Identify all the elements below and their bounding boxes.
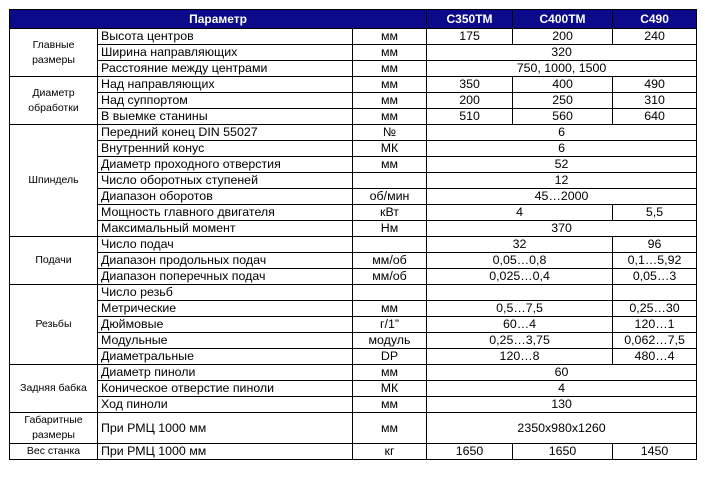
spec-table [9,9,697,460]
value-cell: 0,25…30 [613,301,697,317]
unit-cell: мм [353,29,427,45]
table-row [10,253,697,269]
value-cell: 4 [427,381,697,397]
value-cell: 120…1 [613,317,697,333]
unit-cell [353,285,427,301]
table-row [10,77,697,93]
unit-cell: мм [353,365,427,381]
table-row [10,301,697,317]
unit-cell: г/1” [353,317,427,333]
value-cell: 640 [613,109,697,125]
table-row [10,365,697,381]
param-name: В выемке станины [98,109,353,125]
value-cell: 490 [613,77,697,93]
value-cell: 320 [427,45,697,61]
value-cell: 130 [427,397,697,413]
value-cell: 310 [613,93,697,109]
table-row [10,29,697,45]
value-cell: 200 [513,29,613,45]
param-name: Над направляющих [98,77,353,93]
group-label: Габаритные размеры [10,413,98,444]
value-cell: 0,05…3 [613,269,697,285]
unit-cell: № [353,125,427,141]
unit-cell: модуль [353,333,427,349]
value-cell [613,285,697,301]
unit-cell: кВт [353,205,427,221]
table-row [10,397,697,413]
param-name: Над суппортом [98,93,353,109]
table-row [10,157,697,173]
unit-cell: мм/об [353,253,427,269]
table-row [10,221,697,237]
param-name: Диапазон продольных подач [98,253,353,269]
value-cell: 510 [427,109,513,125]
unit-cell: мм [353,45,427,61]
group-label: Вес станка [10,444,98,460]
table-row [10,444,697,460]
unit-cell [353,173,427,189]
unit-cell: мм [353,397,427,413]
param-name: Число подач [98,237,353,253]
header-model-2: С400ТМ [513,10,613,29]
table-row [10,205,697,221]
unit-cell: МК [353,381,427,397]
table-row [10,317,697,333]
table-row [10,109,697,125]
param-name: Метрические [98,301,353,317]
value-cell: 480…4 [613,349,697,365]
table-row [10,413,697,444]
param-name: Внутренний конус [98,141,353,157]
value-cell: 12 [427,173,697,189]
header-row [10,10,697,29]
param-name: При РМЦ 1000 мм [98,413,353,444]
unit-cell: мм [353,61,427,77]
value-cell: 750, 1000, 1500 [427,61,697,77]
value-cell: 250 [513,93,613,109]
value-cell: 32 [427,237,613,253]
value-cell: 0,25…3,75 [427,333,613,349]
value-cell: 120…8 [427,349,613,365]
table-row [10,381,697,397]
table-row [10,349,697,365]
group-label: Резьбы [10,285,98,365]
value-cell: 1650 [427,444,513,460]
param-name: Диапазон оборотов [98,189,353,205]
value-cell: 0,5…7,5 [427,301,613,317]
unit-cell: мм [353,77,427,93]
value-cell: 60 [427,365,697,381]
param-name: При РМЦ 1000 мм [98,444,353,460]
value-cell: 96 [613,237,697,253]
param-name: Дюймовые [98,317,353,333]
value-cell: 400 [513,77,613,93]
param-name: Модульные [98,333,353,349]
group-label: Главные размеры [10,29,98,77]
unit-cell: МК [353,141,427,157]
table-row [10,285,697,301]
table-row [10,189,697,205]
table-row [10,237,697,253]
param-name: Число резьб [98,285,353,301]
value-cell: 560 [513,109,613,125]
param-name: Диаметр пиноли [98,365,353,381]
unit-cell: кг [353,444,427,460]
param-name: Число оборотных ступеней [98,173,353,189]
param-name: Диаметр проходного отверстия [98,157,353,173]
param-name: Передний конец DIN 55027 [98,125,353,141]
param-name: Мощность главного двигателя [98,205,353,221]
value-cell: 240 [613,29,697,45]
table-row [10,269,697,285]
unit-cell: мм [353,301,427,317]
group-label: Задняя бабка [10,365,98,413]
unit-cell: мм [353,157,427,173]
group-label: Шпиндель [10,125,98,237]
value-cell: 1650 [513,444,613,460]
param-name: Максимальный момент [98,221,353,237]
value-cell: 0,062…7,5 [613,333,697,349]
unit-cell: мм [353,93,427,109]
param-name: Расстояние между центрами [98,61,353,77]
value-cell: 45…2000 [427,189,697,205]
unit-cell: мм/об [353,269,427,285]
value-cell: 60…4 [427,317,613,333]
value-cell: 5,5 [613,205,697,221]
value-cell: 0,1…5,92 [613,253,697,269]
unit-cell: мм [353,413,427,444]
value-cell: 370 [427,221,697,237]
param-name: Диаметральные [98,349,353,365]
header-model-1: С350ТМ [427,10,513,29]
table-row [10,141,697,157]
param-name: Диапазон поперечных подач [98,269,353,285]
value-cell: 2350x980x1260 [427,413,697,444]
value-cell: 0,05…0,8 [427,253,613,269]
value-cell: 4 [427,205,613,221]
header-model-3: С490 [613,10,697,29]
value-cell: 0,025…0,4 [427,269,613,285]
unit-cell: об/мин [353,189,427,205]
value-cell: 200 [427,93,513,109]
value-cell: 6 [427,141,697,157]
value-cell: 52 [427,157,697,173]
param-name: Коническое отверстие пиноли [98,381,353,397]
table-row [10,93,697,109]
value-cell: 6 [427,125,697,141]
table-row [10,125,697,141]
value-cell: 350 [427,77,513,93]
table-row [10,173,697,189]
value-cell: 175 [427,29,513,45]
unit-cell: DP [353,349,427,365]
value-cell: 1450 [613,444,697,460]
unit-cell: мм [353,109,427,125]
group-label: Диаметр обработки [10,77,98,125]
param-name: Высота центров [98,29,353,45]
param-name: Ширина направляющих [98,45,353,61]
table-row [10,45,697,61]
table-row [10,61,697,77]
param-name: Ход пиноли [98,397,353,413]
unit-cell: Нм [353,221,427,237]
table-row [10,333,697,349]
group-label: Подачи [10,237,98,285]
unit-cell [353,237,427,253]
value-cell [427,285,613,301]
header-param: Параметр [10,10,427,29]
